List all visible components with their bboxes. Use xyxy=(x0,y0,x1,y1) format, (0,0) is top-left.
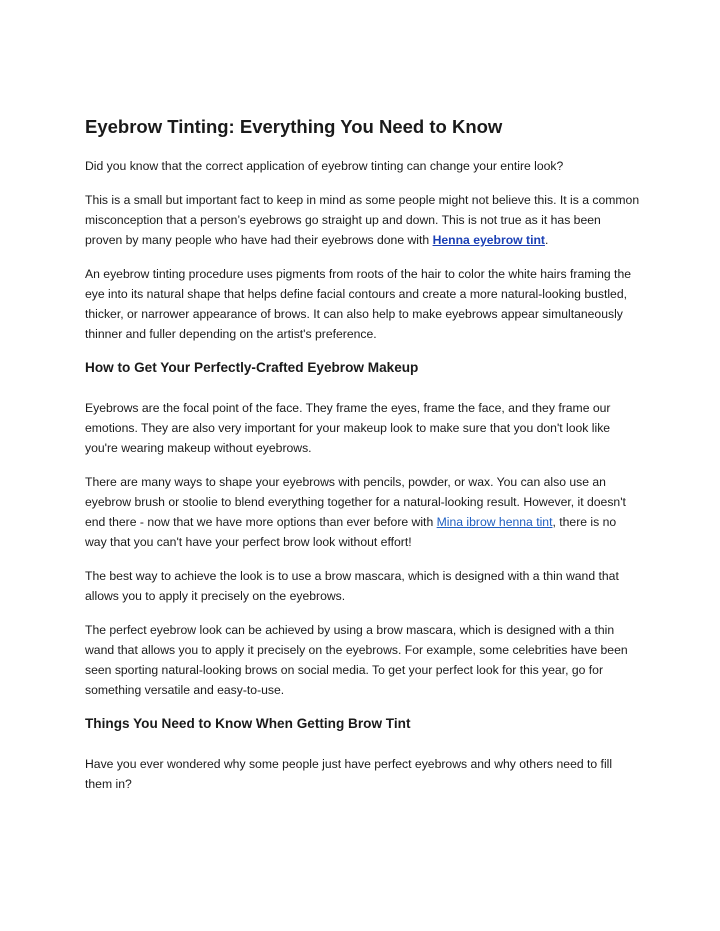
paragraph-text: . xyxy=(544,233,549,247)
paragraph-brow-mascara: The best way to achieve the look is to use a brow mascara, which is designed with a thin wand that allows you to apply it precisely on the eyebrows. xyxy=(85,569,619,603)
paragraph-focal-point: Eyebrows are the focal point of the face. They frame the eyes, frame the face, and they frame our emotions. They are also very important for your makeup look to make sure that you don't look like you're wearing makeup without eyebrows. xyxy=(85,401,611,455)
paragraph-misconception xyxy=(85,190,640,250)
document-page xyxy=(85,114,640,808)
paragraph-text: There are many ways to shape your eyebrows with pencils, powder, or wax. You can also use an eyebrow brush or stoolie to blend everything together for a natural-looking result. However, it doesn't end there - now that we have more options than ever before with xyxy=(85,475,626,529)
section-heading-brow-tint: Things You Need to Know When Getting Brow Tint xyxy=(85,716,411,731)
paragraph-text: This is a small but important fact to keep in mind as some people might not believe this. It is a common misconception that a person’s eyebrows go straight up and down. This is not true as it has been proven by many people who have had their eyebrows done with xyxy=(85,193,640,247)
paragraph-procedure: An eyebrow tinting procedure uses pigments from roots of the hair to color the white hairs framing the eye into its natural shape that helps define facial contours and create a more natural-looking bustled, thicker, or narrower appearance of brows. It can also help to make eyebrows appear simultaneously thinner and fuller depending on the artist's preference. xyxy=(85,267,632,341)
henna-eyebrow-tint-link[interactable]: Henna eyebrow tint xyxy=(432,233,545,247)
section-heading-makeup: How to Get Your Perfectly-Crafted Eyebrow Makeup xyxy=(85,360,419,375)
paragraph-text: , there is no way that you can't have your perfect brow look without effort! xyxy=(85,515,617,549)
paragraph-shaping-ways xyxy=(85,472,640,552)
article-title: Eyebrow Tinting: Everything You Need to Know xyxy=(85,116,503,137)
mina-ibrow-henna-tint-link[interactable]: Mina ibrow henna tint xyxy=(436,515,553,529)
paragraph-perfect-look: The perfect eyebrow look can be achieved by using a brow mascara, which is designed with a thin wand that allows you to apply it precisely on the eyebrows. For example, some celebrities have been seen sporting natural-looking brows on social media. To get your perfect look for this year, go for something versatile and easy-to-use. xyxy=(85,623,628,697)
paragraph-wondered: Have you ever wondered why some people just have perfect eyebrows and why others need to fill them in? xyxy=(85,757,613,791)
intro-paragraph: Did you know that the correct application of eyebrow tinting can change your entire look? xyxy=(85,159,564,173)
